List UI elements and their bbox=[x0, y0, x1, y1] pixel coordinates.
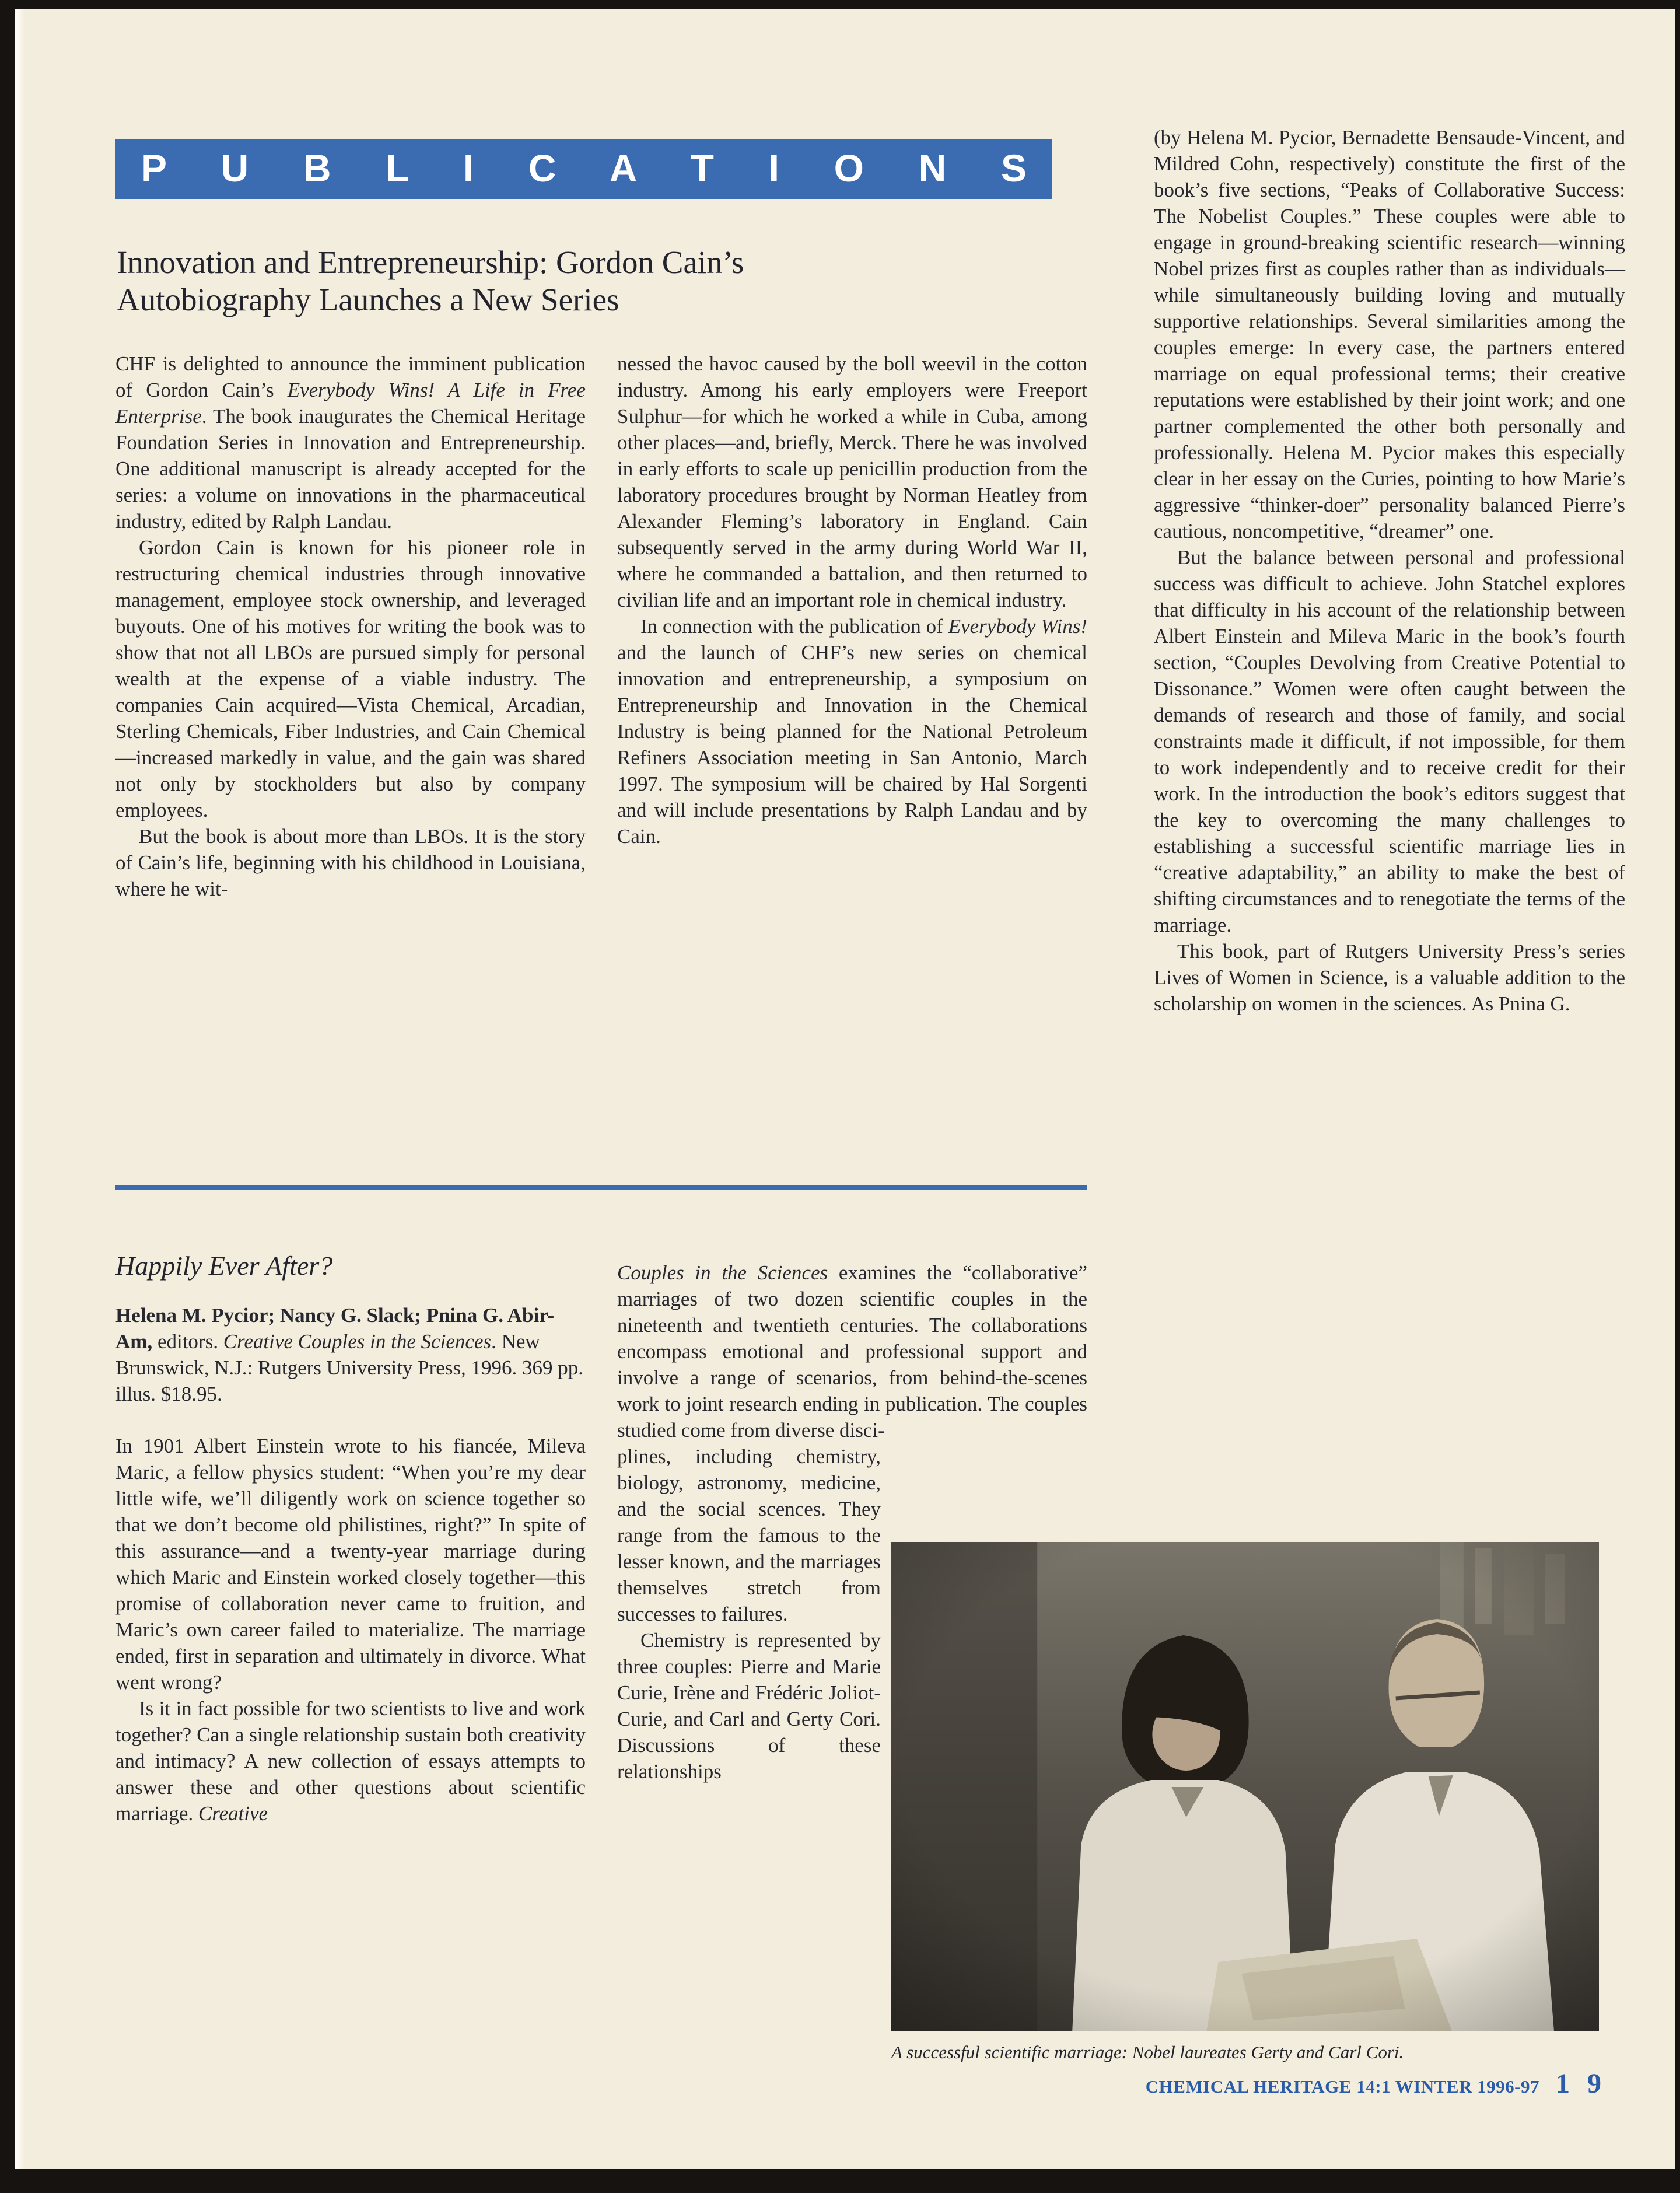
paragraph: Is it in fact possible for two scientists to live and work together? Can a single relationship sustain both creativity and intimacy? A new collection of essays attempts to answer these and other questions about scientific marriage. Creative bbox=[116, 1697, 586, 1825]
paragraph: Chemistry is represented by three couples: Pierre and Marie Curie, Irène and Frédéric Joliot-Curie, and Carl and Gerty Cori. Discussions of these relationships bbox=[617, 1629, 881, 1783]
journal-issue-line: CHEMICAL HERITAGE 14:1 WINTER 1996-97 bbox=[1145, 2076, 1539, 2097]
paragraph: plines, including chemistry, biology, astronomy, medicine, and the social scences. They range from the famous to the lesser known, and the marriages themselves stretch from successes to failures. bbox=[617, 1445, 881, 1625]
article2-column2-full bbox=[617, 1260, 1087, 1443]
page-footer bbox=[1146, 2068, 1606, 2100]
paragraph: This book, part of Rutgers University Press’s series Lives of Women in Science, is a valuable addition to the scholarship on women in the sciences. As Pnina G. bbox=[1154, 940, 1625, 1015]
photo-caption: A successful scientific marriage: Nobel laureates Gerty and Carl Cori. bbox=[891, 2042, 1404, 2062]
paragraph: Couples in the Sciences examines the “collaborative” marriages of two dozen scientific couples in the nineteenth and twentieth centuries. The collaborations encompass emotional and professional support and involve a range of scenarios, from behind-the-scenes work to joint research ending in publication. The couples studied come from diverse disci- bbox=[617, 1261, 1087, 1442]
article1-column2 bbox=[617, 351, 1087, 849]
paragraph: But the balance between personal and professional success was difficult to achieve. John Statchel explores that difficulty in his account of the relationship between Albert Einstein and Mileva Maric in the book’s fourth section, “Couples Devolving from Creative Potential to Dissonance.” Women were often caught between the demands of research and those of family, and social constraints made it difficult, if not impossible, for them to work independently and to receive credit for their work. In the introduction the book’s editors suggest that the key to overcoming the many challenges to establishing a successful scientific marriage lies in “creative adaptability,” an ability to make the best of shifting circumstances and to renegotiate the terms of the marriage. bbox=[1154, 546, 1625, 936]
article1-title bbox=[117, 244, 1073, 319]
paragraph: In 1901 Albert Einstein wrote to his fiancée, Mileva Maric, a fellow physics student: “When you’re my dear little wife, we’ll diligently work on science together so that we don’t become old philistines, right?” In spite of this assurance—and a twenty-year marriage during which Maric and Einstein worked closely together—this promise of collaboration never came to fruition, and Maric’s own career failed to materialize. The marriage ended, first in separation and ultimately in divorce. What went wrong? bbox=[116, 1435, 586, 1694]
article1-title-line2: Autobiography Launches a New Series bbox=[117, 282, 620, 317]
page-number: 1 9 bbox=[1556, 2068, 1606, 2099]
paragraph: Helena M. Pycior; Nancy G. Slack; Pnina G. Abir-Am, editors. Creative Couples in the Sciences. New Brunswick, N.J.: Rutgers University Press, 1996. 369 pp. illus. $18.95. bbox=[116, 1304, 584, 1405]
paragraph: (by Helena M. Pycior, Bernadette Bensaude-Vincent, and Mildred Cohn, respectively) constitute the first of the book’s five sections, “Peaks of Collaborative Success: The Nobelist Couples.” These couples were able to engage in ground-breaking scientific research—winning Nobel prizes first as couples rather than as individuals—while simultaneously building loving and mutually supportive relationships. Several similarities among the couples emerge: In every case, the partners entered marriage on equal professional terms; their creative reputations were established by their joint work; and one partner complemented the other both personally and professionally. Helena M. Pycior makes this especially clear in her essay on the Curies, pointing to how Marie’s aggressive “thinker-doer” personality balanced Pierre’s cautious, noncompetitive, “dreamer” one. bbox=[1154, 126, 1625, 543]
publications-banner bbox=[116, 139, 1052, 199]
paragraph: Gordon Cain is known for his pioneer role in restructuring chemical industries through innovative management, employee stock ownership, and leveraged buyouts. One of his motives for writing the book was to show that not all LBOs are pursued simply for personal wealth at the expense of a viable industry. The companies Cain acquired—Vista Chemical, Arcadian, Sterling Chemicals, Fiber Industries, and Cain Chemical—increased markedly in value, and the gain was shared not only by stockholders but also by company employees. bbox=[116, 536, 586, 821]
article1-column1 bbox=[116, 351, 586, 902]
paragraph: But the book is about more than LBOs. It is the story of Cain’s life, beginning with his childhood in Louisiana, where he wit- bbox=[116, 825, 586, 900]
section-divider-rule bbox=[116, 1185, 1087, 1190]
article2-column1-body bbox=[116, 1433, 586, 1827]
paragraph: CHF is delighted to announce the imminent publication of Gordon Cain’s Everybody Wins! A Life in Free Enterprise. The book inaugurates the Chemical Heritage Foundation Series in Innovation and Entrepreneurship. One additional manuscript is already accepted for the series: a volume on innovations in the pharmaceutical industry, edited by Ralph Landau. bbox=[116, 352, 586, 533]
page-edge bbox=[15, 9, 24, 2169]
article2-heading: Happily Ever After? bbox=[116, 1251, 333, 1281]
article2-column1 bbox=[116, 1251, 586, 1827]
paragraph: In connection with the publication of Everybody Wins! and the launch of CHF’s new series on chemical innovation and entrepreneurship, a symposium on Entrepreneurship and Innovation in the Chemical Industry is being planned for the National Petroleum Refiners Association meeting in San Antonio, March 1997. The symposium will be chaired by Hal Sorgenti and will include presentations by Ralph Landau and by Cain. bbox=[617, 615, 1087, 848]
publications-banner-title: P U B L I C A T I O N S bbox=[141, 146, 1027, 190]
cori-couple-photo-art bbox=[891, 1542, 1599, 2031]
book-citation bbox=[116, 1302, 586, 1407]
article1-title-line1: Innovation and Entrepreneurship: Gordon Cain’s bbox=[117, 244, 744, 280]
magazine-page bbox=[15, 9, 1675, 2169]
article2-column3 bbox=[1154, 124, 1625, 1017]
cori-couple-photo bbox=[891, 1542, 1599, 2031]
paragraph: nessed the havoc caused by the boll weevil in the cotton industry. Among his early employers were Freeport Sulphur—for which he worked a while in Cuba, among other places—and, briefly, Merck. There he was involved in early efforts to scale up penicillin production from the laboratory procedures brought by Norman Heatley from Alexander Fleming’s laboratory in England. Cain subsequently served in the army during World War II, where he commanded a battalion, and then returned to civilian life and an important role in chemical industry. bbox=[617, 352, 1087, 611]
article2-column2-narrow bbox=[617, 1443, 881, 1785]
